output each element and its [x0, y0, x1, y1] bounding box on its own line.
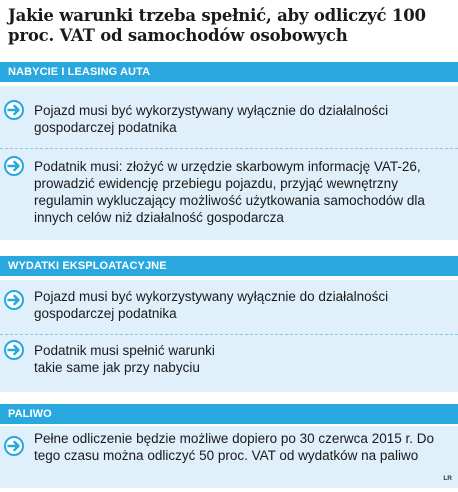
- arrow-right-circle-icon: [4, 156, 24, 176]
- list-item: [0, 336, 458, 392]
- list-item: [0, 150, 458, 240]
- section-panel-paliwo: [0, 426, 458, 488]
- list-item-text: Pojazd musi być wykorzystywany wyłącznie do działalności gospodarczej podatnika: [34, 289, 389, 321]
- author-credit: LR: [443, 475, 452, 482]
- list-item-text: Podatnik musi spełnić warunki takie same jak przy nabyciu: [34, 343, 215, 375]
- arrow-right-circle-icon: [4, 436, 24, 456]
- arrow-right-circle-icon: [4, 100, 24, 120]
- list-item: [0, 280, 458, 332]
- section-panel-wydatki: [0, 280, 458, 392]
- list-item: [0, 426, 458, 488]
- section-panel-nabycie: [0, 86, 458, 240]
- divider: [0, 334, 458, 335]
- divider: [0, 148, 458, 149]
- section-header-wydatki: WYDATKI EKSPLOATACYJNE: [0, 256, 458, 276]
- list-item-text: Pojazd musi być wykorzystywany wyłącznie do działalności gospodarczej podatnika: [34, 103, 389, 135]
- list-item-text: Podatnik musi: złożyć w urzędzie skarbowym informację VAT-26, prowadzić ewidencję przebiegu pojazdu, przyjąć wewnętrzny regulamin wykluczający możliwość użytkowania samochodów dla innych celów niż działalność gospodarcza: [34, 159, 425, 225]
- arrow-right-circle-icon: [4, 290, 24, 310]
- page-title: Jakie warunki trzeba spełnić, aby odliczyć 100 proc. VAT od samochodów osobowych: [8, 6, 426, 45]
- list-item-text: Pełne odliczenie będzie możliwe dopiero po 30 czerwca 2015 r. Do tego czasu można odliczyć 50 proc. VAT od wydatków na paliwo: [34, 431, 434, 463]
- arrow-right-circle-icon: [4, 340, 24, 360]
- section-header-paliwo: PALIWO: [0, 404, 458, 424]
- list-item: [0, 86, 458, 146]
- section-header-nabycie: NABYCIE I LEASING AUTA: [0, 62, 458, 82]
